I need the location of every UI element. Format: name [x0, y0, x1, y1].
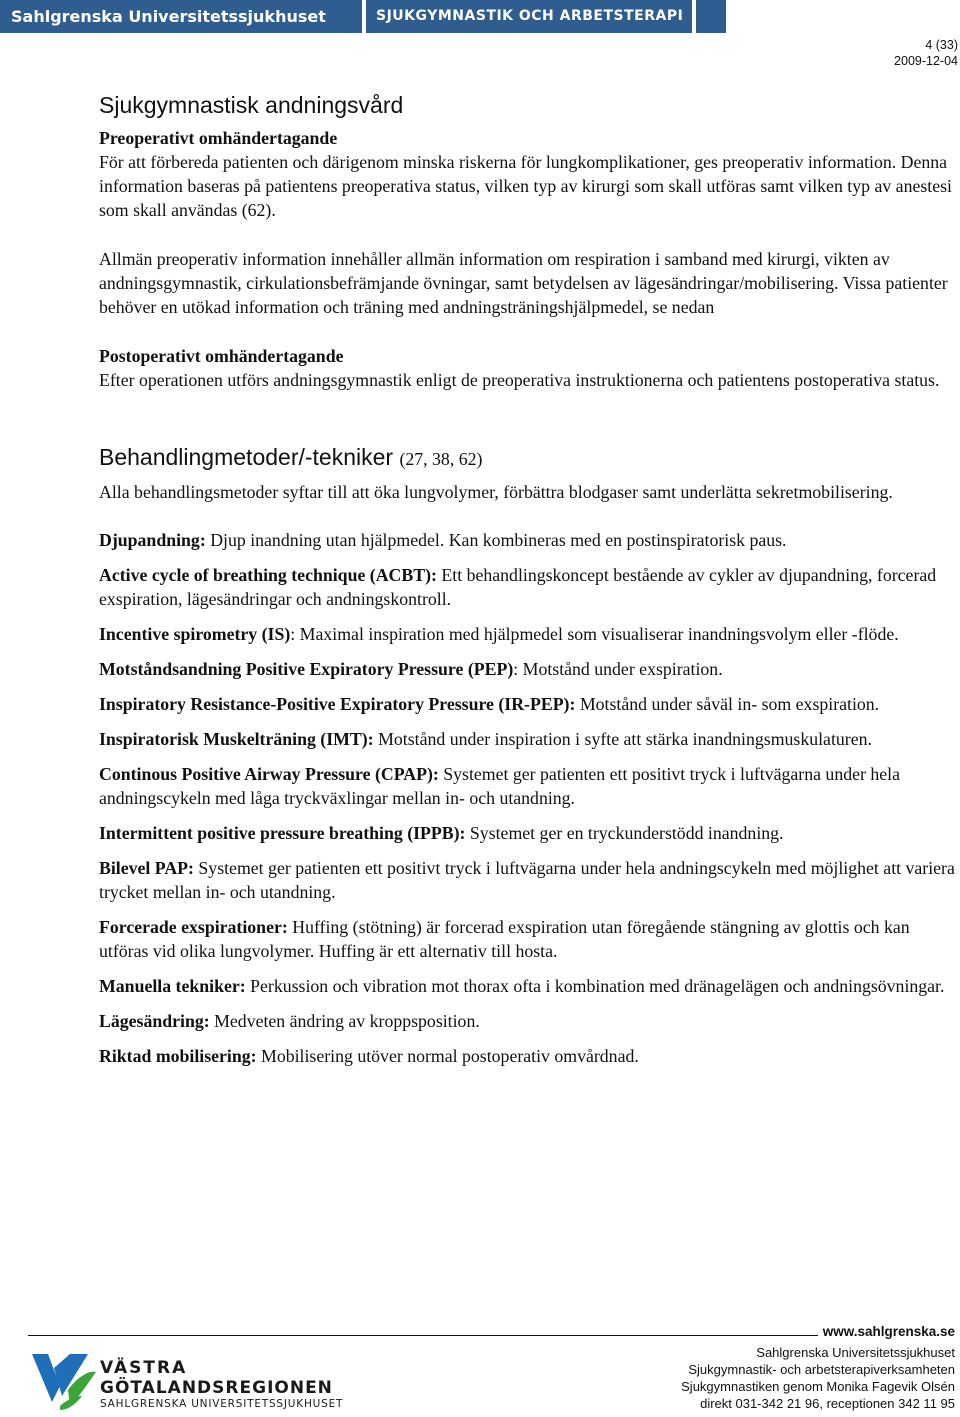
item-term: Continous Positive Airway Pressure (CPAP): [99, 764, 439, 784]
page-date: 2009-12-04 [894, 54, 958, 68]
item-term: Djupandning: [99, 530, 206, 550]
footer-contact [681, 1344, 955, 1412]
item-text: Perkussion och vibration mot thorax ofta i kombination med dränagelägen och andningsövningar. [245, 976, 945, 996]
header-org: Sahlgrenska Universitetssjukhuset [0, 0, 362, 33]
footer-website-link[interactable]: www.sahlgrenska.se [822, 1324, 955, 1339]
item-term: Intermittent positive pressure breathing (IPPB): [99, 823, 466, 843]
section2-refs: (27, 38, 62) [399, 449, 483, 469]
list-item [99, 915, 957, 963]
footer-line-3: Sjukgymnastiken genom Monika Fagevik Olsén [681, 1379, 955, 1394]
item-term: Inspiratorisk Muskelträning (IMT): [99, 729, 374, 749]
footer-line-4: direkt 031-342 21 96, receptionen 342 11 95 [700, 1396, 955, 1411]
section2-title-text: Behandlingmetoder/-tekniker [99, 444, 394, 470]
item-text: Systemet ger en tryckunderstödd inandning. [465, 823, 784, 843]
list-item [99, 762, 957, 810]
item-term: Bilevel PAP: [99, 858, 194, 878]
item-term: Forcerade exspirationer: [99, 917, 288, 937]
item-text: Ett behandlingskoncept bestående av cykler av djupandning, forcerad exspiration, lägesändringar och andningskontroll. [99, 565, 937, 609]
section2-intro: Alla behandlingsmetoder syftar till att öka lungvolymer, förbättra blodgaser samt underlätta sekretmobilisering. [99, 482, 893, 502]
footer-line-2: Sjukgymnastik- och arbetsterapiverksamheten [688, 1362, 955, 1377]
logo-line-1: VÄSTRA [100, 1358, 188, 1378]
footer-line-1: Sahlgrenska Universitetssjukhuset [756, 1345, 955, 1360]
section-title-andningsvard: Sjukgymnastisk andningsvård [99, 92, 404, 118]
preop-paragraph-2: Allmän preoperativ information innehåller allmän information om respiration i samband med kirurgi, vikten av andningsgymnastik, cirkulationsbefrämjande övningar, samt betydelsen av lägesändringar/mobilisering. Vissa patienter behöver en utökad information och träning med andningsträningshjälpmedel, se nedan [99, 249, 948, 317]
list-item [99, 727, 957, 751]
list-item [99, 821, 957, 845]
preop-heading: Preoperativt omhändertagande [99, 128, 338, 148]
list-item [99, 657, 957, 681]
list-item [99, 528, 957, 552]
page-info [894, 37, 958, 69]
item-text: Djup inandning utan hjälpmedel. Kan kombineras med en postinspiratorisk paus. [205, 530, 787, 550]
item-text: Motstånd under inspiration i syfte att stärka inandningsmuskulaturen. [373, 729, 872, 749]
list-item [99, 692, 957, 716]
list-item [99, 856, 957, 904]
footer-divider [28, 1335, 818, 1336]
item-text: Mobilisering utöver normal postoperativ omvårdnad. [256, 1046, 639, 1066]
vgr-logo-mark-icon [30, 1350, 100, 1412]
list-item [99, 622, 957, 646]
postop-paragraph: Efter operationen utförs andningsgymnastik enligt de preoperativa instruktionerna och patientens postoperativa status. [99, 370, 940, 390]
header-square [696, 0, 726, 33]
list-item [99, 1044, 957, 1068]
header-dept: SJUKGYMNASTIK OCH ARBETSTERAPI [366, 0, 692, 33]
header-banner [0, 0, 960, 33]
logo-line-3: SAHLGRENSKA UNIVERSITETSSJUKHUSET [100, 1398, 344, 1410]
list-item [99, 563, 957, 611]
item-term: Lägesändring: [99, 1011, 210, 1031]
item-text: Systemet ger patienten ett positivt tryck i luftvägarna under hela andningscykeln med möjlighet att variera trycket mellan in- och utandning. [99, 858, 955, 902]
list-item [99, 1009, 957, 1033]
item-text: : Motstånd under exspiration. [513, 659, 723, 679]
item-term: Motståndsandning Positive Expiratory Pressure (PEP) [99, 659, 514, 679]
list-item [99, 974, 957, 998]
item-text: : Maximal inspiration med hjälpmedel som visualiserar inandningsvolym eller -flöde. [290, 624, 899, 644]
item-text: Motstånd under såväl in- som exspiration. [575, 694, 880, 714]
vgr-logo [30, 1350, 375, 1412]
item-text: Huffing (stötning) är forcerad exspiration utan föregående stängning av glottis och kan utföras vid olika lungvolymer. Huffing är ett alternativ till hosta. [99, 917, 910, 961]
logo-line-2: GÖTALANDSREGIONEN [100, 1378, 333, 1398]
postop-heading: Postoperativt omhändertagande [99, 346, 344, 366]
item-text: Medveten ändring av kroppsposition. [209, 1011, 480, 1031]
item-term: Incentive spirometry (IS) [99, 624, 291, 644]
page-number: 4 (33) [925, 38, 958, 52]
item-text: Systemet ger patienten ett positivt tryck i luftvägarna under hela andningscykeln med låga tryckväxlingar mellan in- och utandning. [99, 764, 900, 808]
preop-paragraph-1: För att förbereda patienten och därigenom minska riskerna för lungkomplikationer, ges preoperativ information. Denna information baseras på patientens preoperativa status, vilken typ av kirurgi som skall utföras samt vilken typ av anestesi som skall användas (62). [99, 152, 952, 220]
section-title-behandlingmetoder [99, 440, 957, 476]
document-body [99, 88, 957, 1068]
technique-list [99, 528, 957, 1068]
item-term: Active cycle of breathing technique (ACBT): [99, 565, 437, 585]
item-term: Inspiratory Resistance-Positive Expiratory Pressure (IR-PEP): [99, 694, 576, 714]
item-term: Riktad mobilisering: [99, 1046, 257, 1066]
item-term: Manuella tekniker: [99, 976, 246, 996]
